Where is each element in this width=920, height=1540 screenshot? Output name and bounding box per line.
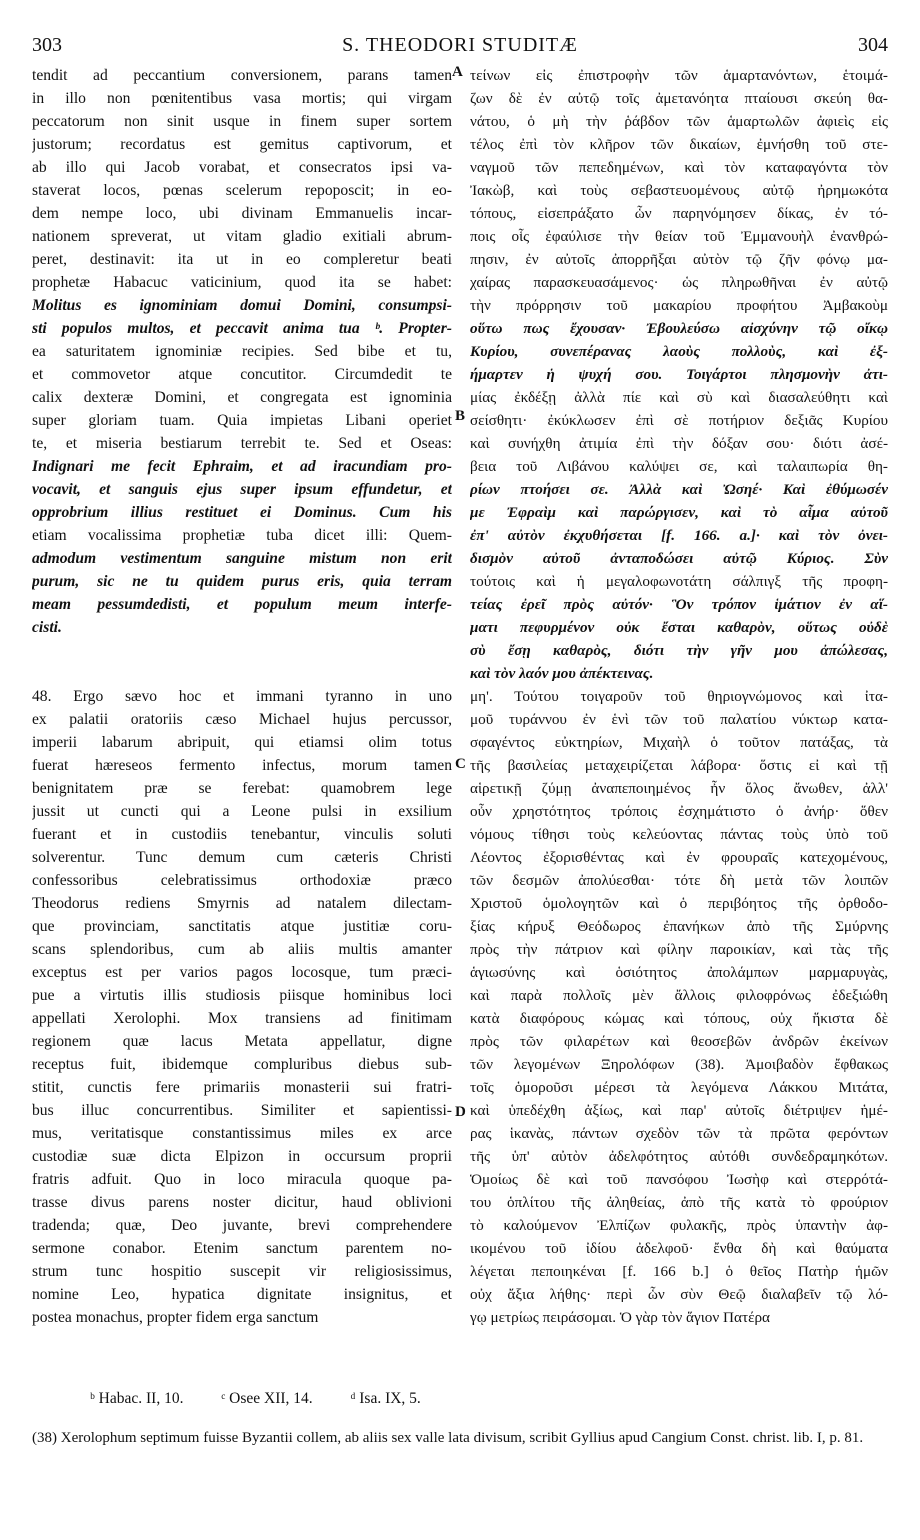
latin-line: scans splendoribus, cum ab aliis multis amanter <box>32 941 452 958</box>
latin-line: strum tunc hospitio suscepit vir religiosissimus, <box>32 1263 452 1280</box>
latin-line: imperii labarum abripuit, qui etiamsi olim totus <box>32 734 452 751</box>
latin-line: nationem spreverat, ut vitam gladio exitiali abrum- <box>32 228 452 245</box>
latin-line: bus illuc concurrentibus. Similiter et sapientissi- <box>32 1102 452 1119</box>
greek-line: καὶ ὑπεδέχθη ἀξίως, καὶ παρ' αὐτοῖς διέτριψεν ἡμέ- <box>470 1102 888 1119</box>
margin-letter-c: C <box>455 756 466 772</box>
greek-line: ήμαρτεν ἡ ψυχή σου. Τοιγάρτοι πλησμονὴν ἀτι- <box>470 366 888 383</box>
latin-line: jussit ut cuncti qui a Leone pulsi in exsilium <box>32 803 452 820</box>
latin-line: regionem quæ lacus Metata appellatur, digne <box>32 1033 452 1050</box>
greek-line: τῶν λεγομένων Ξηρολόφων (38). Ἀμοιβαδὸν ἔφθακως <box>470 1056 888 1073</box>
latin-line: benignitatem præ se ferebat: quamobrem lege <box>32 780 452 797</box>
greek-line: τὸ καλούμενον Ἐλπίζων φυλακῆς, πρὸς ὑπαντὴν ἀφ- <box>470 1217 888 1234</box>
latin-line: purum, sic ne tu quidem purus eris, quia terram <box>32 573 452 590</box>
latin-line: opprobrium illius restituet ei Dominus. Cum his <box>32 504 452 521</box>
greek-line: ξίας κήρυξ Θεόδωρος ἐπανήκων ἀπὸ τῆς Σμύρνης <box>470 918 888 935</box>
latin-line: receptus fuit, ibidemque compluribus diebus sub- <box>32 1056 452 1073</box>
greek-line: σὺ ἔσῃ καθαρὸς, διότι τὴν γῆν μου ἀπώλεσας, <box>470 642 888 659</box>
greek-line: τοῖς ὁμοροῦσι μέρεσι τὰ λεγόμενα Λάκκου Μιτάτα, <box>470 1079 888 1096</box>
latin-line: ex palatii oratoriis cæso Michael hujus percussor, <box>32 711 452 728</box>
greek-line: τῆς βασιλείας μεταχειρίζεται λάβορα· ὅστις εἰ καὶ τῇ <box>470 757 888 774</box>
latin-line: ab illo qui Jacob vorabat, et consecratos ipsi va- <box>32 159 452 176</box>
greek-line: καὶ συνήχθη ἀτιμία ἐπὶ τὴν δόξαν σου· διότι ἀσέ- <box>470 435 888 452</box>
greek-line: ἁγιωσύνης καὶ ὁσιότητος ἀπολάμπων μαρμαρυγὰς, <box>470 964 888 981</box>
running-title: S. THEODORI STUDITÆ <box>342 34 578 56</box>
greek-line: πρὸς τῶν φιλαρέτων καὶ θεοσεβῶν ἀνδρῶν ἐκείνων <box>470 1033 888 1050</box>
footnote-d: ᵈ Isa. IX, 5. <box>350 1390 421 1407</box>
greek-line: νόμους τίθησι τοὺς κελεύοντας πάντας τοὺς ὑπὸ τοῦ <box>470 826 888 843</box>
greek-column <box>470 64 888 1329</box>
greek-line: ἐπ' αὐτὸν ἐκχυθήσεται [f. 166. a.]· καὶ τὸν ὀνει- <box>470 527 888 544</box>
greek-line: ρίων πτοήσει σε. Ἀλλὰ καὶ Ὠσηέ· Καὶ ἐθύμωσέν <box>470 481 888 498</box>
margin-letter-b: B <box>455 408 466 424</box>
greek-line: ματι πεφυρμένον οὐκ ἔσται καθαρὸν, οὕτως οὐδὲ <box>470 619 888 636</box>
latin-line: appellati Xerolophi. Mox transiens ad finitimam <box>32 1010 452 1027</box>
latin-line: Indignari me fecit Ephraim, et ad iracundiam pro- <box>32 458 452 475</box>
greek-line: χαίρας παρασκευασάμενος· ὡς πληρωθῆναι ἐν αὐτῷ <box>470 274 888 291</box>
greek-line: τέλος ἐπὶ τὸν κλῆρον τῶν δικαίων, ἐμνήσθη τοῦ στε- <box>470 136 888 153</box>
greek-line: τῶν δεσμῶν ἀπολύεσθαι· τότε δὴ μετὰ τῶν λοιπῶν <box>470 872 888 889</box>
greek-line: οὖν χρηστότητος τρόποις ἐσχημάτιστο ὁ ἀνήρ· ὅθεν <box>470 803 888 820</box>
latin-line: tradenda; quæ, Deo juvante, brevi comprehendere <box>32 1217 452 1234</box>
greek-line: Λέοντος ἐξορισθέντας καὶ ἐν φρουραῖς κατεχομένους, <box>470 849 888 866</box>
latin-line: et commovetor atque concutitor. Circumdedit te <box>32 366 452 383</box>
latin-line: fuerat hæreseos fermento infectus, morum tamen <box>32 757 452 774</box>
scripture-footnotes <box>90 1390 455 1408</box>
greek-line: οὐχ ἄξια λήθης· περὶ ὧν σὺν Θεῷ διαλαβεῖν τῷ λό- <box>470 1286 888 1303</box>
greek-line: αἱρετικῇ ζύμῃ ἀναπεποιημένος ἦν ὅλος ἄνωθεν, ἀλλ' <box>470 780 888 797</box>
latin-line: super gloriam tuam. Quia impietas Libani operiet <box>32 412 452 429</box>
greek-line: γῳ μετρίως πειράσομαι. Ὁ γὰρ τὸν ἅγιον Πατέρα <box>470 1309 770 1326</box>
latin-line: Molitus es ignominiam domui Domini, consumpsi- <box>32 297 452 314</box>
latin-line: vocavit, et sanguis ejus super ipsum effundetur, et <box>32 481 452 498</box>
greek-line: ποις οἷς ἐφαύλισε τὴν θείαν τοῦ Ἐμμανουὴλ ἐνανθρώ- <box>470 228 888 245</box>
latin-line: prophetæ Habacuc vaticinium, quod ita se habet: <box>32 274 452 291</box>
latin-line: mus, veritatisque constantissimus miles ex arce <box>32 1125 452 1142</box>
greek-line: τούτοις καὶ ἡ μεγαλοφωνοτάτη σάλπιγξ τῆς προφη- <box>470 573 888 590</box>
latin-line: peccatorum non sinit usque in finem super sortem <box>32 113 452 130</box>
latin-line: in illo non pœnitentibus vasa mortis; qui virgam <box>32 90 452 107</box>
latin-line: 48. Ergo sævo hoc et immani tyranno in uno <box>32 688 452 705</box>
latin-line <box>32 639 452 685</box>
latin-line: justorum; recordatus est gemitus captivorum, et <box>32 136 452 153</box>
latin-line: admodum vestimentum sanguine mistum non erit <box>32 550 452 567</box>
greek-line: μοῦ τυράννου ἐν ἑνὶ τῶν τοῦ παλατίου νύκτωρ κατα- <box>470 711 888 728</box>
greek-line: τόπους, εἰσεπράξατο ὧν παρηνόμησεν δίκας, ἐν τό- <box>470 205 888 222</box>
latin-line: dem nempe loco, ubi divinam Emmanuelis incar- <box>32 205 452 222</box>
greek-line: βεια τοῦ Λιβάνου καλύψει σε, καὶ ταλαιπωρία θη- <box>470 458 888 475</box>
footnote-b: ᵇ Habac. II, 10. <box>90 1390 184 1407</box>
greek-line: ικομένου τοῦ ἰδίου ἀδελφοῦ· ἔνθα δὴ καὶ θαύματα <box>470 1240 888 1257</box>
greek-line: τὴν πρόρρησιν τοῦ μακαρίου προφήτου Ἀμβακοὺμ <box>470 297 888 314</box>
footnote-38: (38) Xerolophum septimum fuisse Byzantii collem, ab aliis sex valle lata divisum, scribit Gyllius apud Cangium Const. christ. lib. I, p. 81. <box>32 1430 864 1446</box>
latin-line: ea saturitatem ignominiæ recipies. Sed bibe et tu, <box>32 343 452 360</box>
running-header <box>0 34 920 64</box>
greek-line: σείσθητι· ἐκύκλωσεν ἐπὶ σὲ ποτήριον δεξιᾶς Κυρίου <box>470 412 888 429</box>
latin-line: stitit, cunctis fere primariis monasterii sui fratri- <box>32 1079 452 1096</box>
greek-line: σφαγέντος εὐκτηρίων, Μιχαὴλ ὁ τοῦτον πατάξας, τὰ <box>470 734 888 751</box>
greek-line: ρας ἱκανὰς, πάντων σχεδὸν τῶν τὰ πρῶτα φερόντων <box>470 1125 888 1142</box>
latin-line: te, et miseria bestiarum terrebit te. Sed et Oseas: <box>32 435 452 452</box>
latin-line: Theodorus rediens Smyrnis ad natalem dilectam- <box>32 895 452 912</box>
page-number-right: 304 <box>858 34 888 56</box>
latin-line: etiam vocalissima prophetiæ tuba dicet illi: Quem- <box>32 527 452 544</box>
latin-line: fuerant et in custodiis tenebantur, vinculis soluti <box>32 826 452 843</box>
greek-line: τείνων εἰς ἐπιστροφὴν τῶν ἁμαρτανόντων, ἑτοιμά- <box>470 67 888 84</box>
greek-line: Ὁμοίως δὲ καὶ τοῦ πανσόφου Ἰωσὴφ καὶ στερρότά- <box>470 1171 888 1188</box>
greek-line: μίας ἐκδέξῃ ἀλλὰ πίε καὶ σὺ καὶ διασαλεύθητι καὶ <box>470 389 888 406</box>
greek-line: Κυρίου, συνεπέρανας λαοὺς πολλοὺς, καὶ ἐξ- <box>470 343 888 360</box>
latin-line: sermone conabor. Etenim sanctum parentem no- <box>32 1240 452 1257</box>
greek-line: καὶ παρὰ πολλοῖς μὲν ἄλλοις φιλοφρόνως ἐδεξιώθη <box>470 987 888 1004</box>
greek-line: τῆς ὑπ' αὐτὸν ἀδελφότητος αὐτόθι συνδεδραμηκότων. <box>470 1148 888 1165</box>
margin-letter-a: A <box>452 64 463 80</box>
latin-line: exceptus est per varios pagos locosque, tum præci- <box>32 964 452 981</box>
latin-line: tendit ad peccantium conversionem, parans tamen <box>32 67 452 84</box>
greek-line: ναγμοῦ τῶν πεπεδημένων, καὶ τὸν καταφαγόντα τὸν <box>470 159 888 176</box>
greek-line: πησιν, ἐν αὐτοῖς ἀπορρῆξαι αὐτὸν τῷ ζῆν φόνῳ μα- <box>470 251 888 268</box>
latin-line: nomine Leo, hypatica dignitate insignitus, et <box>32 1286 452 1303</box>
latin-line: pue a virtutis illis studiosis piisque hominibus loci <box>32 987 452 1004</box>
latin-line: staverat locos, pœnas scelerum repoposcit; in eo- <box>32 182 452 199</box>
footnote-c: ᶜ Osee XII, 14. <box>221 1390 313 1407</box>
greek-line: λέγεται πεποιηκέναι [f. 166 b.] ὁ θεῖος Πατὴρ ἡμῶν <box>470 1263 888 1280</box>
page-number-left: 303 <box>32 34 62 56</box>
greek-line: οὕτω πως ἔχουσαν· Ἐβουλεύσω αἰσχύνην τῷ οἴκῳ <box>470 320 888 337</box>
greek-line: τείας ἐρεῖ πρὸς αὐτόν· Ὃν τρόπον ἱμάτιον ἐν αἵ- <box>470 596 888 613</box>
latin-line: solverentur. Tunc demum cum cæteris Christi <box>32 849 452 866</box>
greek-line: νάτου, ὁ μὴ τὴν ῥάβδον τῶν ἁμαρτωλῶν ἀφιεὶς εἰς <box>470 113 888 130</box>
latin-line: peret, destinavit: ita ut in eo compleretur beati <box>32 251 452 268</box>
latin-line: fratris adfuit. Quo in loco miracula quoque pa- <box>32 1171 452 1188</box>
greek-line: μη'. Τούτου τοιγαροῦν τοῦ θηριογνώμονος καὶ ἰτα- <box>470 688 888 705</box>
greek-line: καὶ τὸν λαόν μου ἀπέκτεινας. <box>470 665 654 682</box>
greek-line: πρὸς τὴν πάτριον καὶ φίλην παροικίαν, καὶ τὰς τῆς <box>470 941 888 958</box>
latin-line: que provinciam, sanctitatis atque justitiæ coru- <box>32 918 452 935</box>
greek-line: δισμὸν αὐτοῦ ἀνταποδώσει αὐτῷ Κύριος. Σὺν <box>470 550 888 567</box>
greek-line: με Ἐφραὶμ καὶ παρώργισεν, καὶ τὸ αἷμα αὐτοῦ <box>470 504 888 521</box>
latin-line: meam pessumdedisti, et populum meum interfe- <box>32 596 452 613</box>
latin-line: trasse divus parens noster dicitur, haud oblivioni <box>32 1194 452 1211</box>
latin-line: cisti. <box>32 619 62 636</box>
margin-letter-d: D <box>455 1104 466 1120</box>
greek-line: κατὰ διαφόρους κώμας καὶ τόπους, οὐχ ἥκιστα δὲ <box>470 1010 888 1027</box>
latin-line: custodiæ suæ dicta Elpizon in occursum proprii <box>32 1148 452 1165</box>
latin-column <box>32 64 452 1329</box>
greek-line: Χριστοῦ ὁμολογητῶν καὶ ὁ περιβόητος τῆς ὀρθοδο- <box>470 895 888 912</box>
latin-line: postea monachus, propter fidem erga sanctum <box>32 1309 319 1326</box>
greek-line: ζων δὲ ἐν αὐτῷ τοῖς ἀμετανόητα πταίουσι σκεύη θα- <box>470 90 888 107</box>
latin-line: sti populos multos, et peccavit anima tua ᵇ. Propter- <box>32 320 452 337</box>
greek-line: Ἰακὼβ, καὶ τοὺς σεβαστευομένους αὐτῷ ἠρημωκότα <box>470 182 888 199</box>
latin-line: confessoribus celebratissimus orthodoxiæ præco <box>32 872 452 889</box>
latin-line: calix dexteræ Domini, et congregata est ignominia <box>32 389 452 406</box>
greek-line: του ὁπλίτου τῆς ἀληθείας, ἀπὸ τῆς κατὰ τὸ φρούριον <box>470 1194 888 1211</box>
